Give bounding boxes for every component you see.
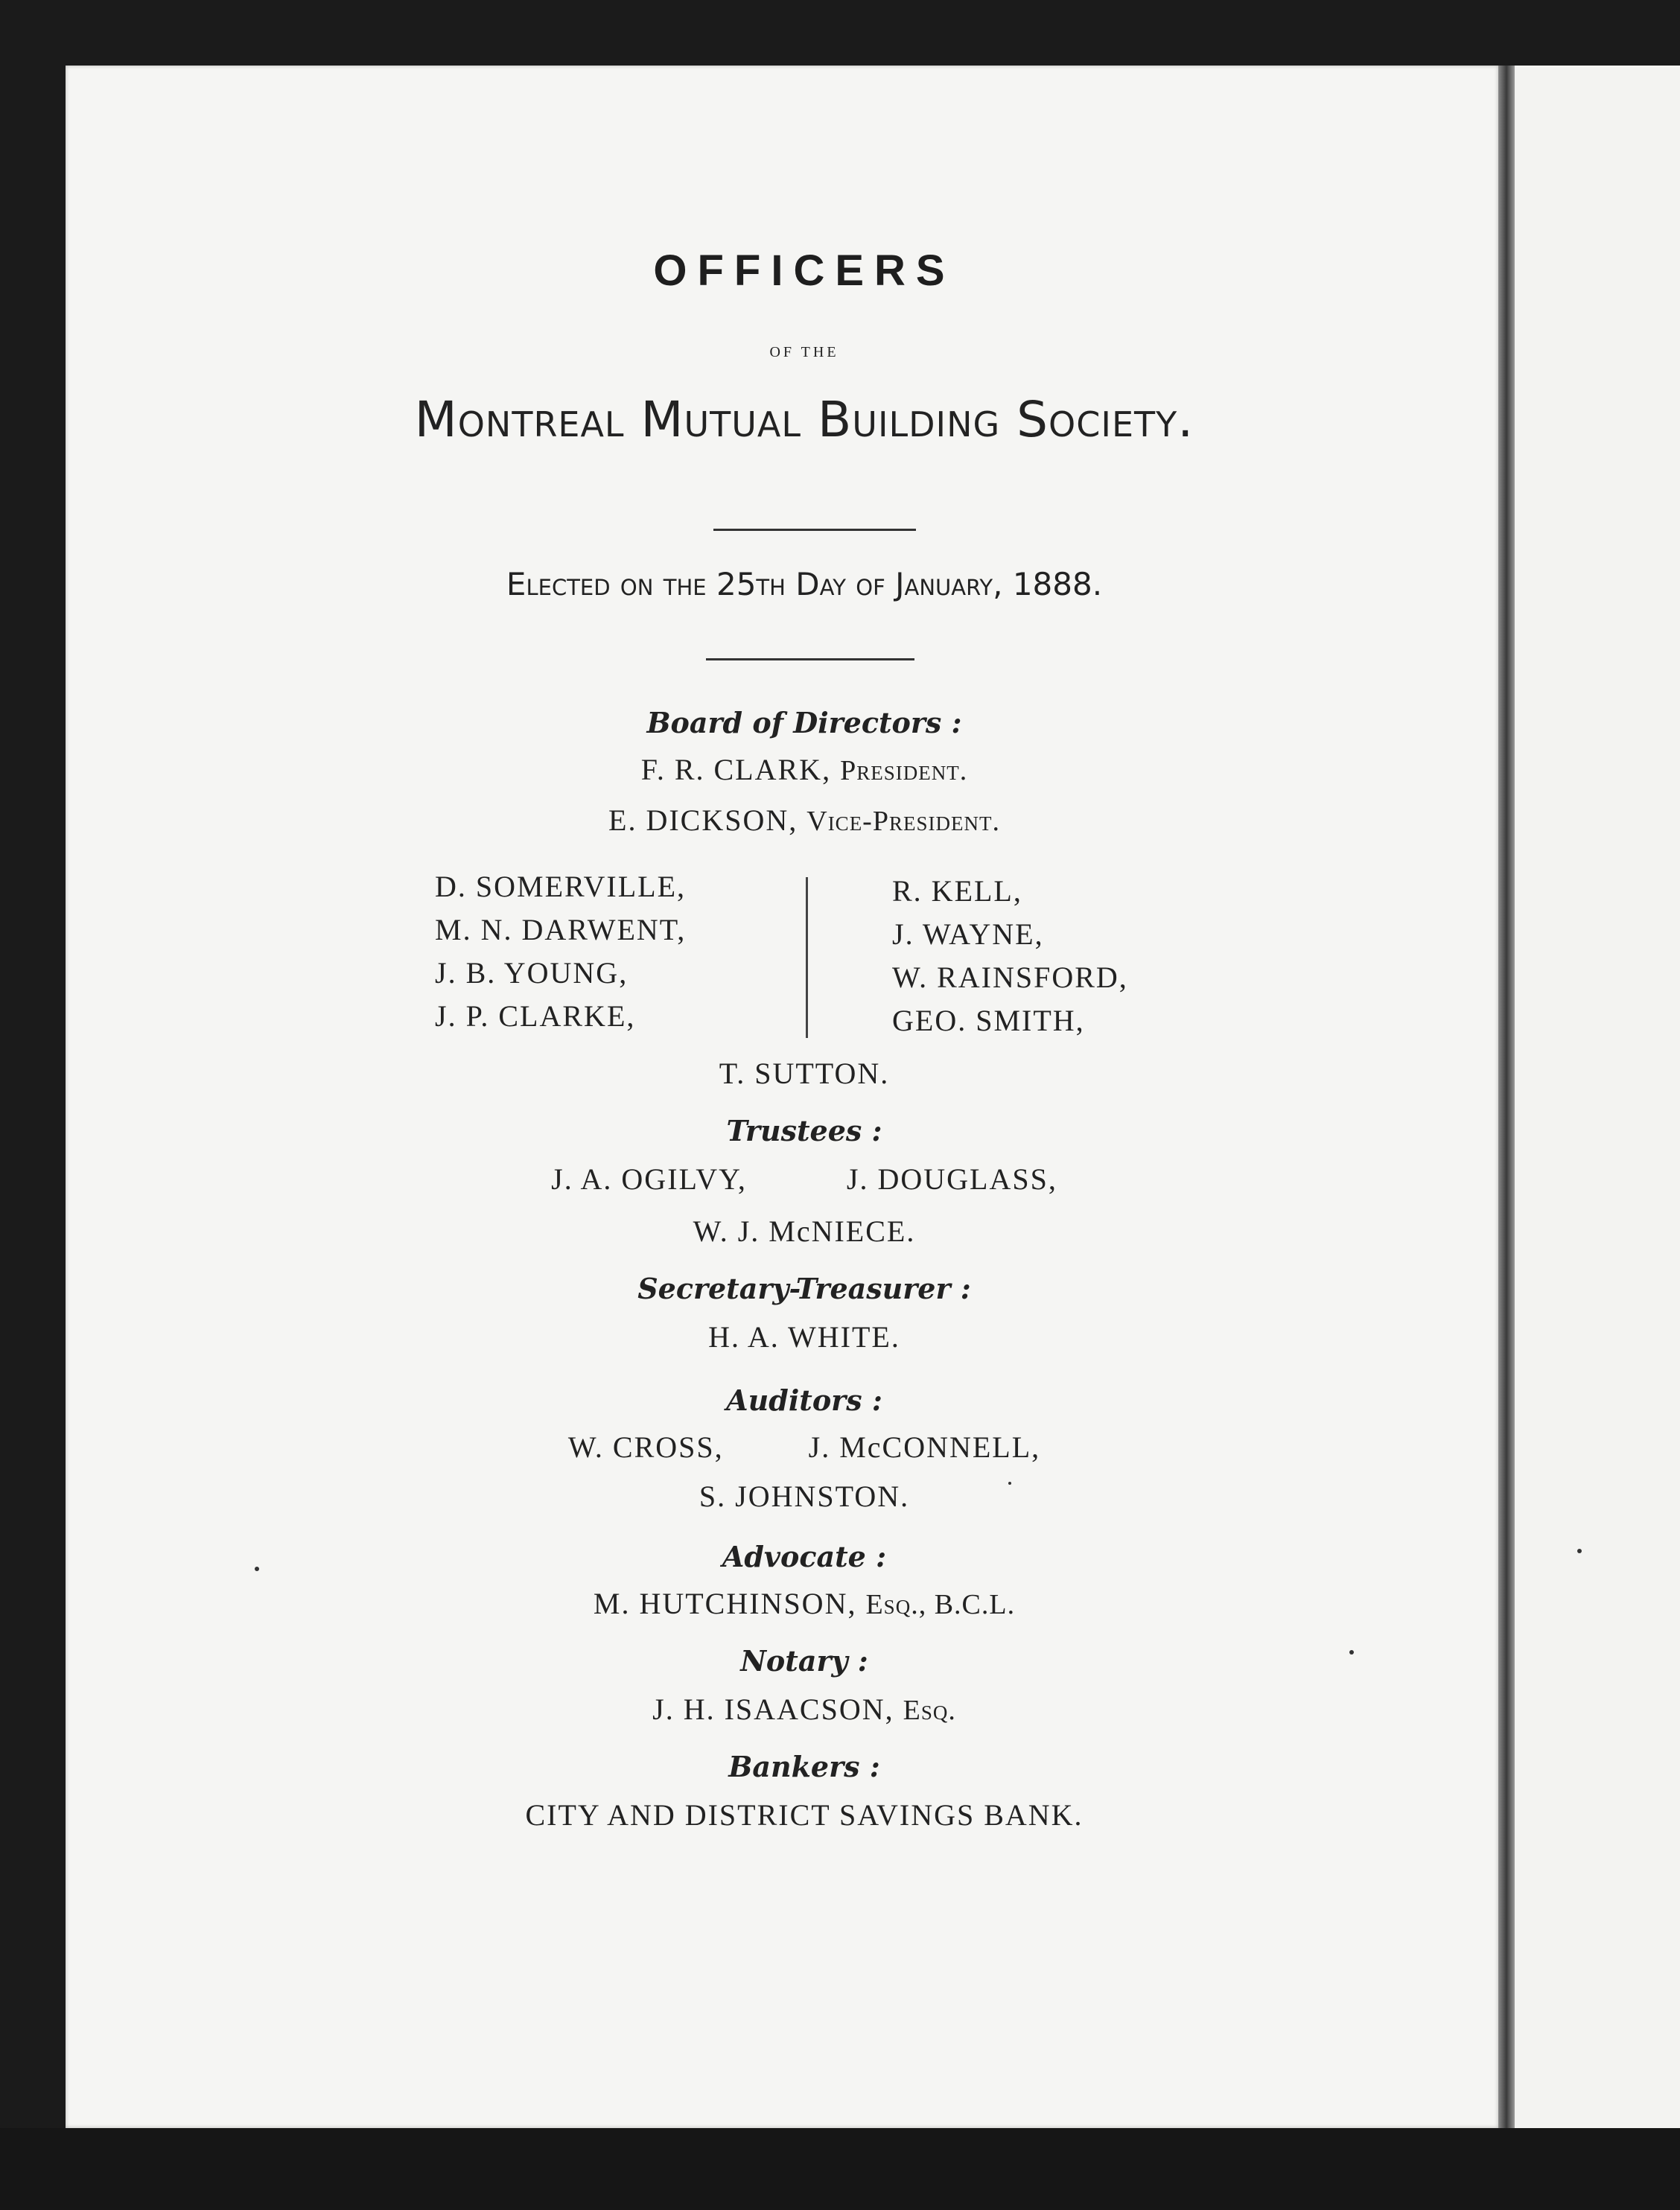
- ink-speck: [1008, 1482, 1011, 1485]
- trustee-name: J. DOUGLASS,: [846, 1162, 1057, 1196]
- trustee-name: J. A. OGILVY,: [551, 1162, 747, 1196]
- auditor-name: W. CROSS,: [567, 1430, 724, 1464]
- notary-heading: Notary :: [740, 1644, 868, 1678]
- society-name: Montreal Mutual Building Society.: [414, 391, 1194, 448]
- director-name: J. P. CLARKE,: [435, 999, 636, 1033]
- secretary-heading: Secretary-Treasurer :: [637, 1272, 971, 1305]
- president-line: [0, 752, 1609, 787]
- directors-right-column: [892, 870, 1128, 1042]
- trustees-heading: Trustees :: [726, 1114, 882, 1147]
- notary-name: J. H. ISAACSON,: [652, 1692, 894, 1726]
- vice-president-title: Vice-President.: [806, 806, 1000, 837]
- election-date: Elected on the 25th Day of January, 1888.: [506, 566, 1103, 602]
- advocate-suffix: Esq., B.C.L.: [865, 1589, 1016, 1620]
- ink-speck: [255, 1567, 259, 1571]
- director-name: GEO. SMITH,: [892, 1004, 1085, 1037]
- advocate-name: M. HUTCHINSON,: [593, 1587, 857, 1620]
- advocate-heading: Advocate :: [722, 1540, 887, 1573]
- vice-president-name: E. DICKSON,: [608, 803, 798, 837]
- advocate-line: [0, 1586, 1609, 1621]
- director-name: M. N. DARWENT,: [435, 913, 687, 946]
- trustee-name: W. J. McNIECE.: [693, 1214, 916, 1248]
- director-name: W. RAINSFORD,: [892, 961, 1128, 994]
- director-name: J. B. YOUNG,: [435, 956, 629, 990]
- president-title: President.: [840, 755, 968, 786]
- director-name: D. SOMERVILLE,: [435, 870, 687, 903]
- vice-president-line: [0, 803, 1609, 838]
- scan-border: [0, 2128, 1680, 2210]
- director-name: J. WAYNE,: [892, 917, 1044, 951]
- ink-speck: [1349, 1650, 1354, 1655]
- ink-speck: [1577, 1549, 1582, 1553]
- auditor-name: J. McCONNELL,: [808, 1430, 1041, 1464]
- auditors-heading: Auditors :: [726, 1383, 882, 1417]
- column-divider: [806, 877, 808, 1038]
- auditors-line: [0, 1430, 1609, 1465]
- divider-rule: [713, 529, 916, 531]
- page-title: OFFICERS: [653, 246, 955, 295]
- notary-line: [0, 1692, 1609, 1727]
- of-the-label: OF THE: [769, 344, 839, 360]
- secretary-name: H. A. WHITE.: [708, 1320, 900, 1354]
- notary-suffix: Esq.: [903, 1695, 956, 1726]
- bankers-heading: Bankers :: [728, 1750, 880, 1783]
- divider-rule: [706, 658, 914, 660]
- trustees-line: [0, 1162, 1609, 1197]
- director-name: R. KELL,: [892, 874, 1022, 908]
- director-name: T. SUTTON.: [719, 1057, 890, 1090]
- board-heading: Board of Directors :: [646, 706, 962, 739]
- bankers-name: CITY AND DISTRICT SAVINGS BANK.: [525, 1798, 1084, 1832]
- directors-left-column: [435, 865, 686, 1038]
- president-name: F. R. CLARK,: [640, 753, 832, 786]
- auditor-name: S. JOHNSTON.: [699, 1480, 910, 1513]
